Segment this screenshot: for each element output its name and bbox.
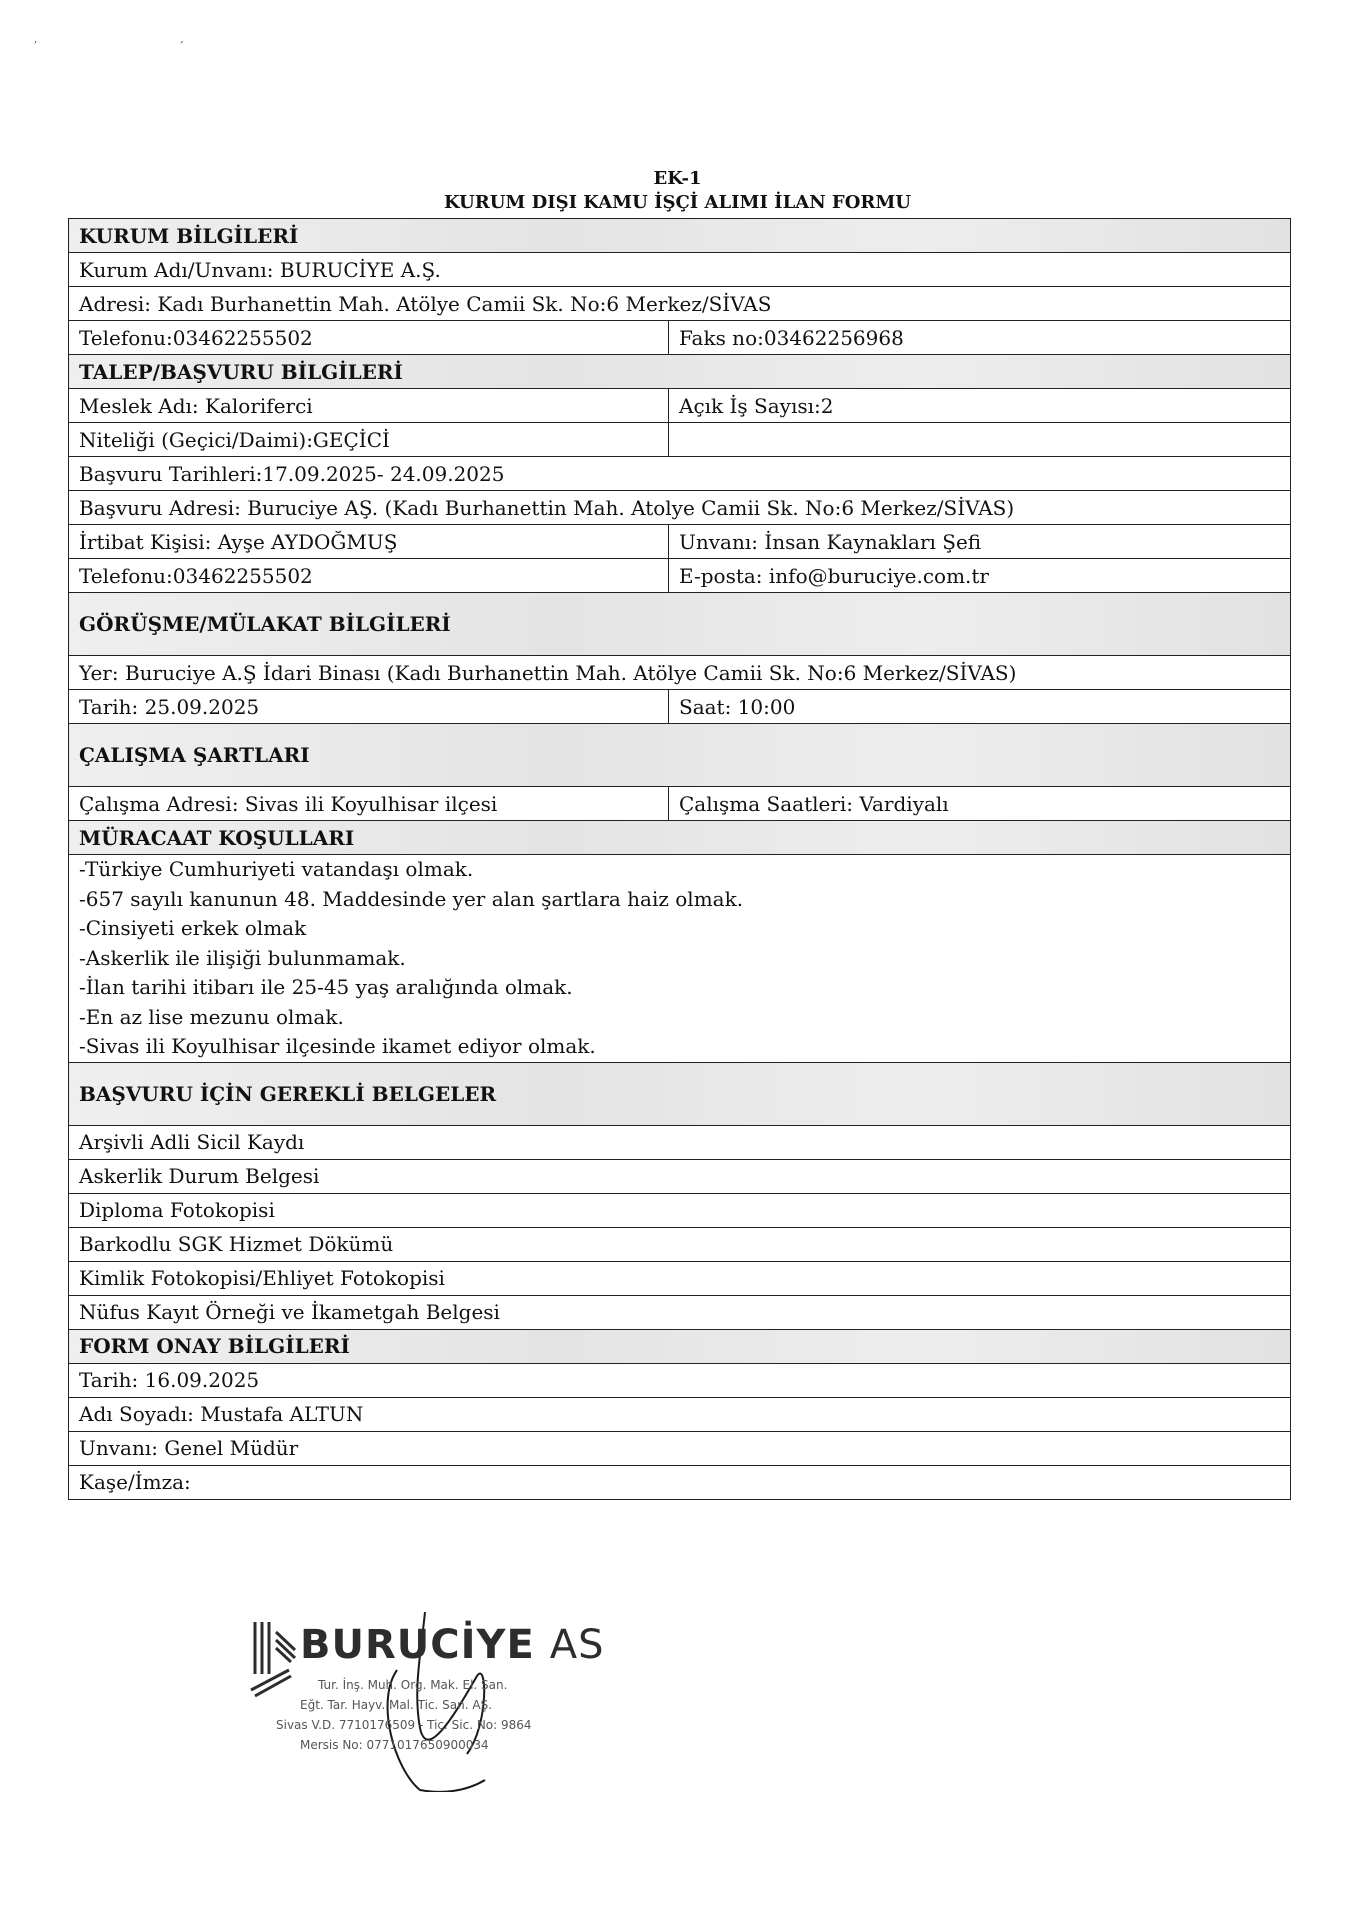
muracaat-section-title: MÜRACAAT KOŞULLARI [69,821,1291,855]
kurum-section-title: KURUM BİLGİLERİ [69,219,1291,253]
belgeler-section-title: BAŞVURU İÇİN GEREKLİ BELGELER [69,1062,1291,1125]
stamp-line: Eğt. Tar. Hayv. Mal. Tic. San. AŞ. [300,1698,493,1712]
form-title: KURUM DIŞI KAMU İŞÇİ ALIMI İLAN FORMU [444,192,911,213]
calisma-saatleri: Çalışma Saatleri: Vardiyalı [669,787,1291,821]
section-header-talep [69,355,1291,389]
talep-telefon: Telefonu:03462255502 [69,559,669,593]
stamp-line: Mersis No: 0771017650900034 [300,1738,489,1752]
stamp-line: Tur. İnş. Muh. Org. Mak. El. San. [318,1678,508,1692]
condition-item: -Cinsiyeti erkek olmak [79,916,307,940]
irtibat-unvan: Unvanı: İnsan Kaynakları Şefi [669,525,1291,559]
onay-tarih: Tarih: 16.09.2025 [69,1363,1291,1397]
irtibat-kisisi: İrtibat Kişisi: Ayşe AYDOĞMUŞ [69,525,669,559]
nitelik-empty-cell [669,423,1291,457]
acik-is-sayisi: Açık İş Sayısı:2 [669,389,1291,423]
kurum-adi: Kurum Adı/Unvanı: BURUCİYE A.Ş. [69,253,1291,287]
nitelik: Niteliği (Geçici/Daimi):GEÇİCİ [69,423,669,457]
kurum-telefon: Telefonu:03462255502 [69,321,669,355]
basvuru-tarihleri: Başvuru Tarihleri:17.09.2025- 24.09.2025 [69,457,1291,491]
announcement-form-table [68,218,1291,1500]
stamp-company-name: BURUCİYE AS [300,1622,605,1668]
condition-item: -Sivas ili Koyulhisar ilçesinde ikamet ediyor olmak. [79,1034,596,1058]
condition-item: -Askerlik ile ilişiği bulunmamak. [79,945,406,970]
belge-item: Diploma Fotokopisi [69,1193,1291,1227]
basvuru-adresi: Başvuru Adresi: Buruciye AŞ. (Kadı Burhanettin Mah. Atolye Camii Sk. No:6 Merkez/SİVAS) [69,491,1291,525]
belge-item: Askerlik Durum Belgesi [69,1159,1291,1193]
belge-item: Barkodlu SGK Hizmet Dökümü [69,1227,1291,1261]
stamp-line: Sivas V.D. 7710176509 - Tic. Sic. No: 9864 [276,1718,532,1732]
section-header-onay [69,1329,1291,1363]
scan-artifact: , , [34,34,254,45]
section-header-calisma [69,724,1291,787]
calisma-adresi: Çalışma Adresi: Sivas ili Koyulhisar ilçesi [69,787,669,821]
form-code: EK-1 [653,168,702,189]
condition-item: -En az lise mezunu olmak. [79,1004,344,1029]
gorusme-section-title: GÖRÜŞME/MÜLAKAT BİLGİLERİ [69,593,1291,656]
section-header-muracaat [69,821,1291,855]
gorusme-yer: Yer: Buruciye A.Ş İdari Binası (Kadı Burhanettin Mah. Atölye Camii Sk. No:6 Merkez/SİVAS) [69,656,1291,690]
condition-item: -Türkiye Cumhuriyeti vatandaşı olmak. [79,857,474,881]
talep-section-title: TALEP/BAŞVURU BİLGİLERİ [69,355,1291,389]
kurum-adres: Adresi: Kadı Burhanettin Mah. Atölye Camii Sk. No:6 Merkez/SİVAS [69,287,1291,321]
meslek-adi: Meslek Adı: Kaloriferci [69,389,669,423]
gorusme-saat: Saat: 10:00 [669,690,1291,724]
condition-item: -657 sayılı kanunun 48. Maddesinde yer alan şartlara haiz olmak. [79,886,744,911]
section-header-gorusme [69,593,1291,656]
muracaat-conditions [69,855,1291,1063]
calisma-section-title: ÇALIŞMA ŞARTLARI [69,724,1291,787]
belge-item: Kimlik Fotokopisi/Ehliyet Fotokopisi [69,1261,1291,1295]
belge-item: Nüfus Kayıt Örneği ve İkametgah Belgesi [69,1295,1291,1329]
onay-unvan: Unvanı: Genel Müdür [69,1431,1291,1465]
onay-section-title: FORM ONAY BİLGİLERİ [69,1329,1291,1363]
belge-item: Arşivli Adli Sicil Kaydı [69,1125,1291,1159]
stamp-logo-icon [251,1622,295,1696]
section-header-kurum [69,219,1291,253]
gorusme-tarih: Tarih: 25.09.2025 [69,690,669,724]
section-header-belgeler [69,1062,1291,1125]
kurum-faks: Faks no:03462256968 [669,321,1291,355]
condition-item: -İlan tarihi itibarı ile 25-45 yaş aralığında olmak. [79,975,573,999]
talep-eposta: E-posta: info@buruciye.com.tr [669,559,1291,593]
onay-adi-soyadi: Adı Soyadı: Mustafa ALTUN [69,1397,1291,1431]
kase-imza: Kaşe/İmza: [69,1465,1291,1499]
